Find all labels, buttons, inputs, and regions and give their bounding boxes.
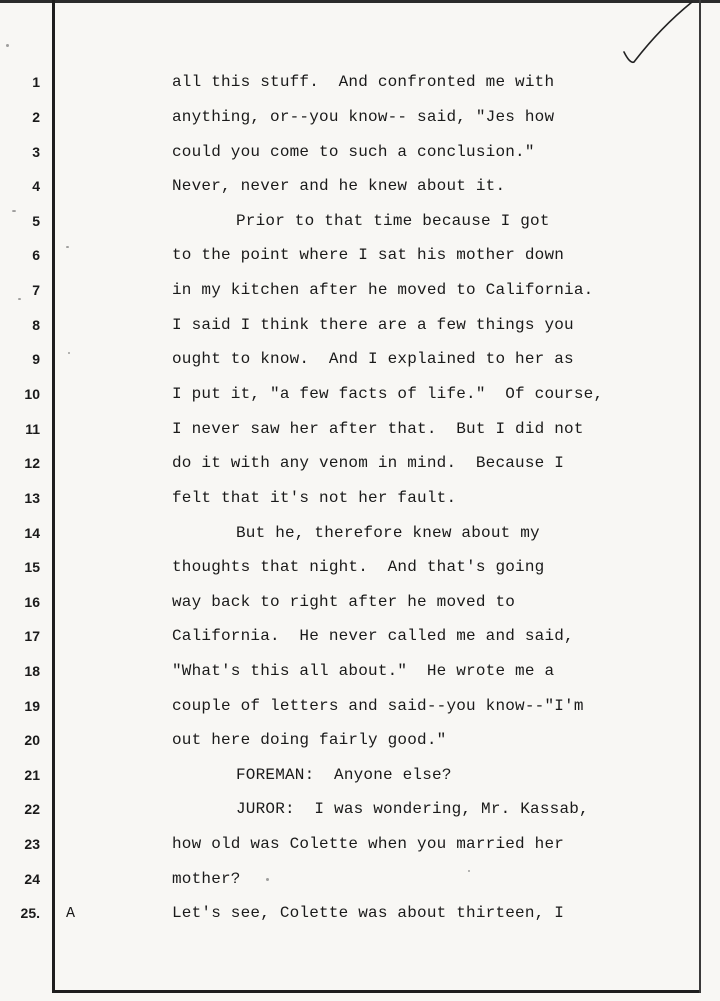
transcript-line: way back to right after he moved to [172,593,516,611]
transcript-line: anything, or--you know-- said, "Jes how [172,108,555,126]
transcript-line: I never saw her after that. But I did not [172,420,584,438]
line-number: 17 [24,628,40,644]
transcript-line: Let's see, Colette was about thirteen, I [172,904,565,922]
transcript-line: ought to know. And I explained to her as [172,350,574,368]
line-number: 24 [24,871,40,887]
line-number: 10 [24,386,40,402]
line-number: 25. [20,905,40,921]
transcript-line: But he, therefore knew about my [236,524,540,542]
transcript-line: Never, never and he knew about it. [172,177,506,195]
transcript-line: could you come to such a conclusion." [172,143,535,161]
transcript-line: California. He never called me and said, [172,627,574,645]
scan-speck [266,878,269,881]
line-number: 2 [32,109,40,125]
transcript-line: I said I think there are a few things you [172,316,574,334]
line-number: 1 [32,74,40,90]
line-number: 20 [24,732,40,748]
line-number: 18 [24,663,40,679]
transcript-line: FOREMAN: Anyone else? [236,766,452,784]
transcript-line: I put it, "a few facts of life." Of course, [172,385,604,403]
scan-speck [6,44,9,47]
line-number: 8 [32,317,40,333]
transcript-line: all this stuff. And confronted me with [172,73,555,91]
line-number: 3 [32,144,40,160]
line-number: 16 [24,594,40,610]
transcript-line: out here doing fairly good." [172,731,447,749]
line-number: 19 [24,698,40,714]
transcript-line: to the point where I sat his mother down [172,246,565,264]
scan-speck [66,246,69,248]
line-number: 13 [24,490,40,506]
line-number: 14 [24,525,40,541]
scan-speck [68,352,70,354]
transcript-line: in my kitchen after he moved to California. [172,281,594,299]
line-number: 23 [24,836,40,852]
transcript-line: mother? [172,870,241,888]
bottom-border [52,990,700,993]
right-border [699,0,701,993]
transcript-line: couple of letters and said--you know--"I'm [172,697,584,715]
line-number: 15 [24,559,40,575]
handwritten-check-mark [620,0,700,70]
line-number: 21 [24,767,40,783]
transcript-line: "What's this all about." He wrote me a [172,662,555,680]
line-number: 5 [32,213,40,229]
line-number: 11 [25,421,40,437]
transcript-line: felt that it's not her fault. [172,489,457,507]
transcript-line: Prior to that time because I got [236,212,550,230]
line-number: 6 [32,247,40,263]
line-number: 4 [32,178,40,194]
answer-marker: A [66,905,76,922]
scan-speck [468,870,470,872]
line-number: 12 [24,455,40,471]
transcript-line: JUROR: I was wondering, Mr. Kassab, [236,800,589,818]
left-margin-border [52,0,55,993]
line-number: 9 [32,351,40,367]
line-number: 22 [24,801,40,817]
line-number: 7 [32,282,40,298]
transcript-line: how old was Colette when you married her [172,835,565,853]
top-border [0,0,720,3]
transcript-line: do it with any venom in mind. Because I [172,454,565,472]
transcript-line: thoughts that night. And that's going [172,558,545,576]
